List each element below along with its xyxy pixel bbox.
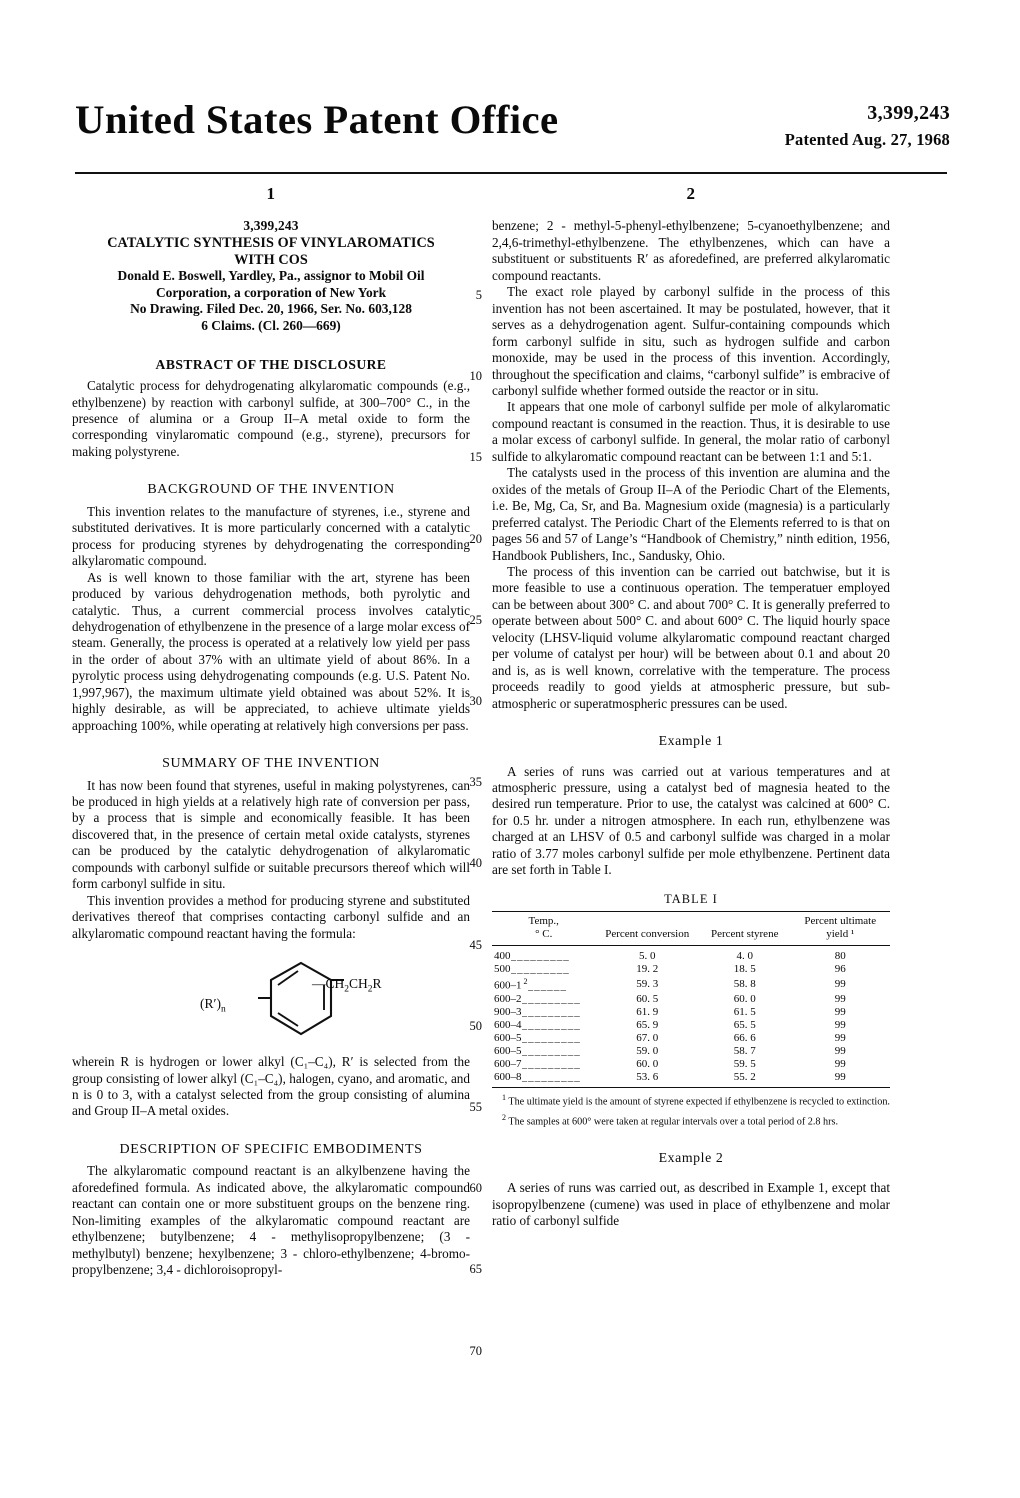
column-left (72, 186, 470, 1279)
footnote-1-text: The ultimate yield is the amount of styrene expected if ethylbenzene is recycled to extinction. (506, 1096, 890, 1108)
leader-dots: _________ (521, 1071, 581, 1084)
patent-title-line-1: CATALYTIC SYNTHESIS OF VINYLAROMATICS (107, 235, 435, 252)
cell-temp-value: 600–2 (494, 992, 522, 1005)
line-number: 55 (469, 1100, 482, 1114)
line-number: 45 (469, 937, 482, 952)
patent-number: 3,399,243 (867, 102, 950, 124)
table-row (492, 1071, 890, 1087)
table-footnote-2 (492, 1112, 890, 1128)
table-row (492, 993, 890, 1006)
leader-dots: _________ (521, 1032, 581, 1045)
cell-conversion: 65. 9 (636, 1019, 659, 1032)
cell-temp-value: 600–5 (494, 1032, 522, 1045)
leader-dots: _________ (521, 1058, 581, 1071)
cell-temp-value: 900–3 (494, 1005, 522, 1018)
leader-dots: _________ (521, 1045, 581, 1058)
cell-temp (492, 1071, 595, 1087)
line-number: 60 (469, 1181, 482, 1196)
table-header (492, 912, 890, 946)
cell-temp (492, 1019, 595, 1032)
cell-temp (492, 1032, 595, 1045)
cell-styrene: 58. 7 (733, 1045, 756, 1058)
right-paragraph-3: It appears that one mole of carbonyl sulfide per mole of alkylaromatic compound reactant is consumed in the reaction. Thus, it is desirable to use a molar excess of carbonyl sulfide. In general, the molar ratio of carbonyl sulfide to alkylaromatic compound reactant can be between 1:1 and 5:1. (492, 399, 890, 464)
right-paragraph-5: The process of this invention can be carried out batchwise, but it is more feasible to use a continuous operation. The temperatuer employed can be between about 300° C. and about 700° C. It is generally preferred to operate between about 500° C. and about 600° C. The liquid hourly space velocity (LHSV-liquid volume alkylaromatic compound reactant charged per volume of catalyst per hour) will be between about 0.1 and about 20 and is, as is well known, correlative with the temperature. The process proceeds readily to good yields at atmospheric pressure, but sub-atmospheric or superatmospheric pressures can be used. (492, 563, 890, 711)
table-row (492, 1019, 890, 1032)
cell-temp (492, 963, 595, 976)
cell-temp-value: 600–1 (494, 979, 522, 992)
column-right (492, 186, 890, 1229)
cell-temp-value: 400 (494, 949, 511, 962)
leader-dots: _________ (510, 963, 570, 976)
cell-ultimate-yield: 99 (834, 992, 846, 1005)
heading-example-2: Example 2 (658, 1149, 724, 1165)
cell-ultimate-yield: 99 (834, 1045, 846, 1058)
formula-substituent-label (200, 996, 226, 1018)
cell-ultimate-yield: 96 (834, 963, 846, 976)
cell-conversion: 53. 6 (636, 1071, 659, 1084)
cell-conversion: 61. 9 (636, 1005, 659, 1018)
cell-conversion: 67. 0 (636, 1032, 659, 1045)
cell-styrene: 61. 5 (733, 1005, 756, 1018)
summary-paragraph-2: This invention provides a method for producing styrene and substituted derivatives thereof that comprises contacting carbonyl sulfide and an alkylaromatic compound reactant having the formula: (72, 892, 470, 941)
line-number: 25 (469, 612, 482, 627)
right-paragraph-4: The catalysts used in the process of this invention are alumina and the oxides of the metals of Group II–A of the Periodic Chart of the Elements, i.e. Be, Mg, Ca, Sr, and Ba. Magnesium oxide (magnesia) is a particularly preferred catalyst. The Periodic Chart of the Elements referred to is that on pages 56 and 57 of Lange’s “Handbook of Chemistry,” ninth edition, 1956, Handbook Publishers, Inc., Sandusky, Ohio. (492, 465, 890, 563)
patent-office-title: United States Patent Office (75, 97, 559, 142)
formula-rprime: (R′) (200, 996, 221, 1012)
table-row (492, 1058, 890, 1071)
patent-title-line-2: WITH COS (234, 251, 308, 268)
formula-wherein-text: wherein R is hydrogen or lower alkyl (C₁–C₄), R′ is selected from the group consisting of lower alkyl (C₁–C₄), halogen, cyano, and aromatic, and n is 0 to 3, with a catalyst selected from the group consisting of alumina and Group II–A metal oxides. (72, 1054, 470, 1119)
cell-temp (492, 976, 595, 993)
leader-dots: _________ (521, 1005, 581, 1018)
column-header-temp (492, 912, 595, 946)
leader-dots: _________ (521, 992, 581, 1005)
cell-styrene: 59. 5 (733, 1058, 756, 1071)
heading-specific-embodiments: DESCRIPTION OF SPECIFIC EMBODIMENTS (119, 1141, 423, 1157)
cell-temp (492, 1045, 595, 1058)
cell-temp (492, 993, 595, 1006)
cell-temp (492, 1006, 595, 1019)
summary-paragraph-1: It has now been found that styrenes, useful in making polystyrenes, can be produced in high yields at a relatively high rate of conversion per pass, by a process that is simple and economically feasible. It has been discovered that, in the presence of certain metal oxide catalysts, styrenes can be produced by the catalytic dehydrogenation of alkylaromatic compounds with carbonyl sulfide or suitable precursors thereof which will form carbonyl sulfide in situ. (72, 777, 470, 892)
column-header-conversion: Percent conversion (605, 927, 690, 940)
cell-ultimate-yield: 99 (834, 1071, 846, 1084)
masthead (75, 96, 950, 166)
cell-styrene: 65. 5 (733, 1019, 756, 1032)
line-number-gutter (452, 0, 482, 1498)
heading-background: BACKGROUND OF THE INVENTION (147, 482, 395, 498)
heading-example-1: Example 1 (658, 733, 724, 749)
cell-temp-value: 600–7 (494, 1058, 522, 1071)
column-header-yield-line2: yield ¹ (826, 927, 855, 940)
table-row (492, 963, 890, 976)
line-number: 65 (469, 1262, 482, 1277)
line-number: 15 (469, 450, 482, 465)
cell-ultimate-yield: 99 (834, 977, 846, 990)
cell-conversion: 60. 5 (636, 992, 659, 1005)
leader-dots: _________ (510, 949, 570, 962)
cell-conversion: 59. 0 (636, 1045, 659, 1058)
column-header-temp-line2: ° C. (535, 927, 553, 940)
cell-temp-value: 600–4 (494, 1019, 522, 1032)
cell-ultimate-yield: 80 (834, 949, 846, 962)
masthead-rule (75, 172, 947, 174)
table-row (492, 1032, 890, 1045)
cell-temp (492, 945, 595, 962)
formula-n-subscript: n (220, 1004, 226, 1015)
embodiments-paragraph-1: The alkylaromatic compound reactant is an alkylbenzene having the aforedefined formula. As indicated above, the alkylaromatic compound reactant can contain one or more substituent groups on the benzene ring. Non-limiting examples of the alkylaromatic compound reactant are ethylbenzene; butylbenzene; 4 - methylisopropylbenzene; (3 - methylbutyl) benzene; hexylbenzene; 3 - chloro-ethylbenzene; 4-bromo-propylbenzene; 3,4 - dichloroisopropyl- (72, 1163, 470, 1278)
column-header-ultimate-yield (790, 912, 890, 946)
cell-temp (492, 1058, 595, 1071)
heading-abstract: ABSTRACT OF THE DISCLOSURE (155, 356, 387, 372)
cell-styrene: 18. 5 (733, 963, 756, 976)
inventor-line-1: Donald E. Boswell, Yardley, Pa., assignor to Mobil Oil (117, 268, 425, 284)
patent-title-block (72, 218, 470, 334)
chemical-formula-figure (72, 952, 470, 1048)
line-number: 40 (469, 856, 482, 871)
table-bottom-rule (492, 1087, 890, 1088)
cell-ultimate-yield: 99 (834, 1058, 846, 1071)
cell-styrene: 60. 0 (733, 992, 756, 1005)
cell-temp-value: 600–5 (494, 1045, 522, 1058)
table-row (492, 1045, 890, 1058)
formula-side-chain: $—CH_2CH_2R$ (312, 976, 382, 995)
claims-line: 6 Claims. (Cl. 260—669) (201, 318, 341, 334)
table-row (492, 945, 890, 962)
abstract-text: Catalytic process for dehydrogenating alkylaromatic compounds (e.g., ethylbenzene) by reaction with carbonyl sulfide, at 300–700° C., in the presence of alumina or a Group II–A metal oxide to form the corresponding vinylaromatic compound (e.g., styrene), precursors for making polystyrene. (72, 378, 470, 459)
line-number: 50 (469, 1018, 482, 1033)
benzene-ring-icon (258, 958, 344, 1048)
column-header-styrene: Percent styrene (710, 927, 779, 940)
title-patent-number: 3,399,243 (243, 218, 299, 234)
table-body (492, 945, 890, 1086)
cell-conversion: 19. 2 (636, 963, 659, 976)
table-caption: TABLE I (664, 891, 718, 906)
line-number: 10 (469, 369, 482, 384)
column-number-right: 2 (686, 184, 696, 203)
line-number: 5 (475, 288, 482, 302)
cell-styrene: 4. 0 (736, 949, 753, 962)
right-paragraph-1: benzene; 2 - methyl-5-phenyl-ethylbenzene; 5-cyanoethylbenzene; and 2,4,6-trimethyl-ethylbenzene. The ethylbenzenes, which can have a substituent or substituents R′ as aforedefined, are preferred alkylaromatic compound reactants. (492, 218, 890, 283)
line-number: 70 (469, 1343, 482, 1358)
cell-temp-value: 600–8 (494, 1071, 522, 1084)
patent-meta (785, 100, 950, 150)
table-1 (492, 911, 890, 1087)
patented-date: Patented Aug. 27, 1968 (784, 130, 950, 149)
example-1-paragraph: A series of runs was carried out at various temperatures and at atmospheric pressure, using a catalyst bed of magnesia heated to the desired run temperature. Prior to use, the catalyst was calcined at 600° C. for 0.5 hr. under a nitrogen atmosphere. In each run, ethylbenzene was charged at an LHSV of 0.5 and carbonyl sulfide was charged in a molar ratio of 3.77 moles carbonyl sulfide per mole ethylbenzene. Pertinent data are set forth in Table I. (492, 763, 890, 878)
background-paragraph-2: As is well known to those familiar with the art, styrene has been produced by various dehydrogenation methods, both pyrolytic and catalytic. Thus, a current commercial process involves catalytic dehydrogenation of ethylbenzene in the presence of a large molar excess of steam. Generally, the process is operated at a relatively low yield per pass in the order of about 37% with an ultimate yield of about 86%. In a pyrolytic process using dehydrogenating compounds (e.g. U.S. Patent No. 1,997,967), the maximum ultimate yield obtained was about 52%. It is highly desirable, as will be appreciated, to achieve ultimate yields approaching 100%, while operating at relatively high conversions per pass. (72, 569, 470, 733)
example-2-paragraph: A series of runs was carried out, as described in Example 1, except that isopropylbenzene (cumene) was used in place of ethylbenzene and molar ratio of carbonyl sulfide (492, 1180, 890, 1228)
column-header-temp-line1: Temp., (528, 915, 559, 928)
line-number: 30 (469, 694, 482, 708)
cell-styrene: 66. 6 (733, 1032, 756, 1045)
cell-conversion: 59. 3 (636, 977, 659, 990)
cell-styrene: 58. 8 (733, 977, 756, 990)
cell-ultimate-yield: 99 (834, 1019, 846, 1032)
filing-line: No Drawing. Filed Dec. 20, 1966, Ser. No. 603,128 (130, 301, 412, 317)
cell-temp-value: 500 (494, 963, 511, 976)
table-row (492, 1006, 890, 1019)
cell-styrene: 55. 2 (733, 1071, 756, 1084)
cell-ultimate-yield: 99 (834, 1032, 846, 1045)
cell-conversion: 60. 0 (636, 1058, 659, 1071)
heading-summary: SUMMARY OF THE INVENTION (162, 756, 380, 772)
leader-dots: _________ (521, 1019, 581, 1032)
leader-dots: ______ (527, 979, 568, 992)
footnote-2-text: The samples at 600° were taken at regular intervals over a total period of 2.8 hrs. (506, 1116, 839, 1128)
cell-ultimate-yield: 99 (834, 1005, 846, 1018)
right-paragraph-2: The exact role played by carbonyl sulfide in the process of this invention has not been ascertained. It may be postulated, however, that it serves as a dehydrogenation agent. Sulfur-containing compounds which form carbonyl sulfide in situ, such as hydrogen sulfide and carbon monoxide, may be used in the process of this invention. Accordingly, throughout the specification and claims, “carbonyl sulfide” is embracive of carbonyl sulfide whether formed outside the reactor or in situ. (492, 284, 890, 398)
background-paragraph-1: This invention relates to the manufacture of styrenes, i.e., styrene and substituted derivatives. It is more particularly concerned with a catalytic process for producing styrenes by dehydrogenating the corresponding alkylaromatic compound. (72, 503, 470, 569)
column-header-yield-line1: Percent ultimate (804, 915, 877, 928)
table-row (492, 976, 890, 993)
cell-conversion: 5. 0 (638, 949, 656, 962)
line-number: 35 (469, 775, 482, 790)
inventor-line-2: Corporation, a corporation of New York (155, 284, 387, 300)
column-number-left: 1 (266, 184, 276, 203)
footnote-2-marker: 2 (502, 1113, 506, 1123)
table-footnote-1 (492, 1092, 890, 1108)
line-number: 20 (469, 531, 482, 546)
cell-temp-footnote-marker: 2 (521, 977, 528, 987)
footnote-1-marker: 1 (502, 1092, 506, 1102)
table-header-row (492, 912, 890, 946)
